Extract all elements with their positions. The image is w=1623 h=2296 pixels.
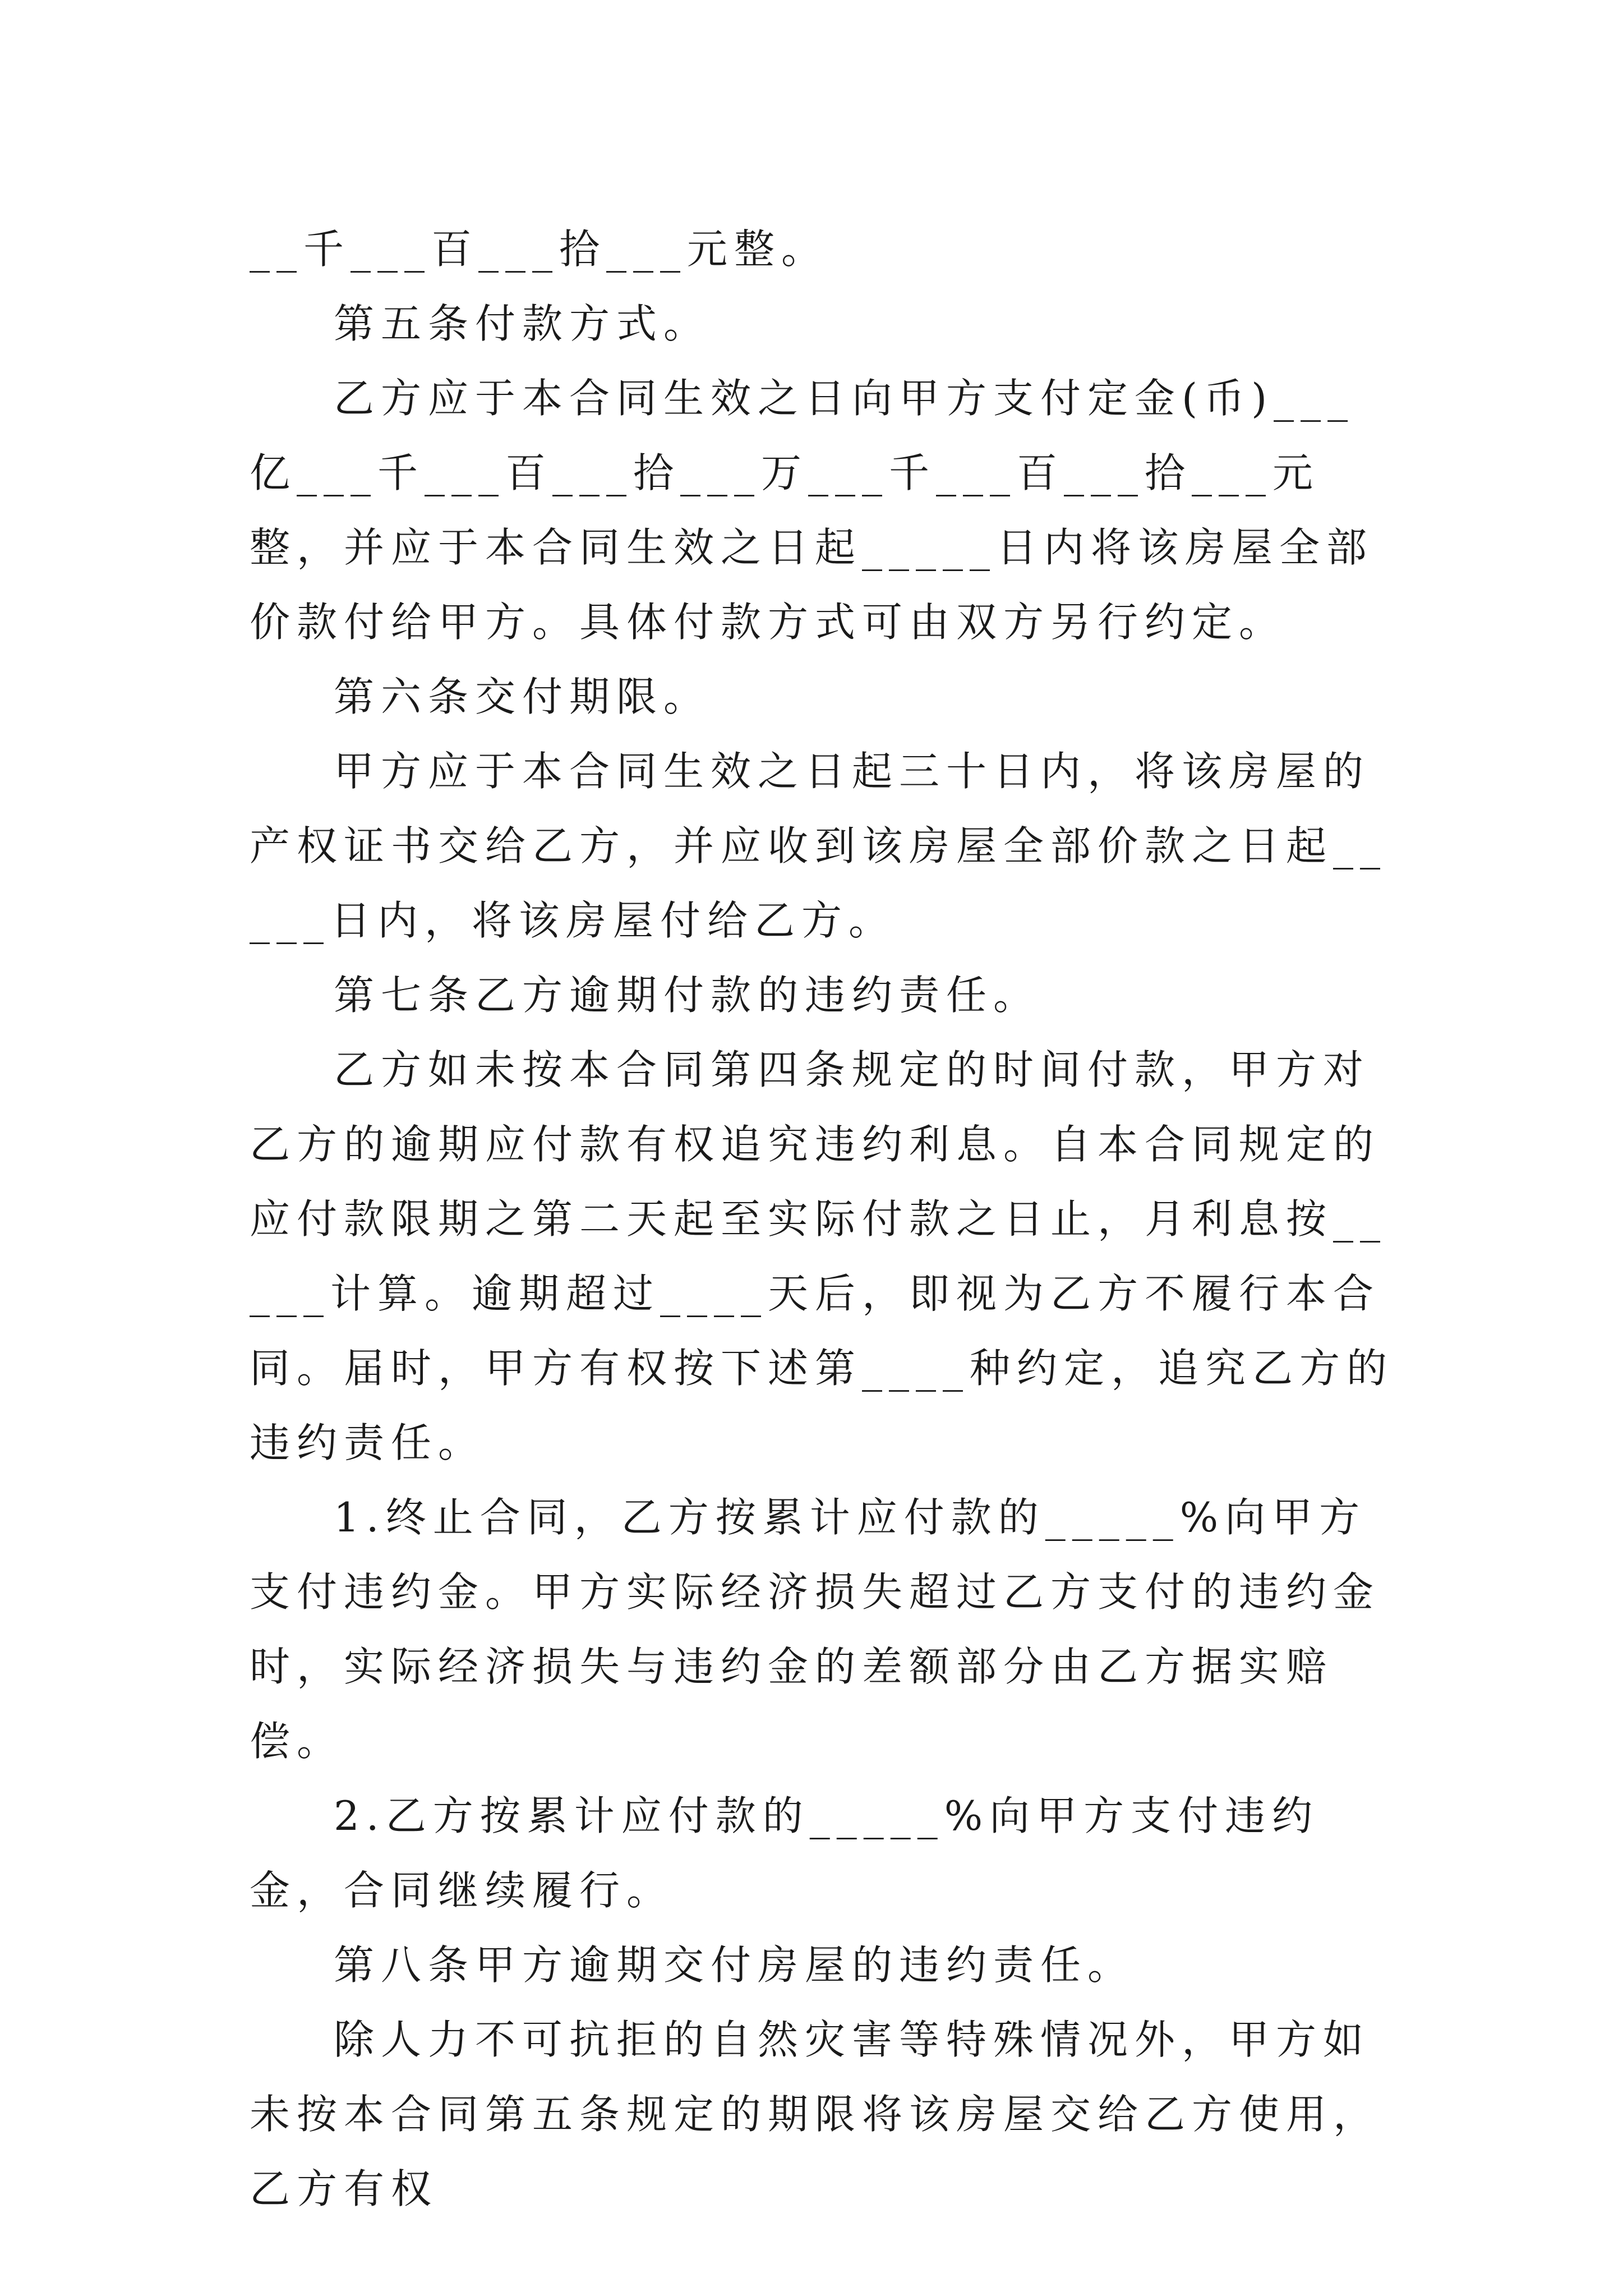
article-8-heading: 第八条甲方逾期交付房屋的违约责任。 (334, 1941, 1135, 1989)
paragraph-amount-continuation: __千___百___拾___元整。 (250, 226, 829, 273)
article-6-body: 甲方应于本合同生效之日起三十日内，将该房屋的产权证书交给乙方，并应收到该房屋全部价款之日起_____日内，将该房屋付给乙方。 (250, 748, 1387, 944)
article-7-option-2: 2.乙方按累计应付款的_____%向甲方支付违约金，合同继续履行。 (250, 1792, 1320, 1914)
article-6-heading: 第六条交付期限。 (334, 673, 711, 720)
document-body (250, 212, 1399, 2226)
article-7-body: 乙方如未按本合同第四条规定的时间付款，甲方对乙方的逾期应付款有权追究违约利息。自本合同规定的应付款限期之第二天起至实际付款之日止，月利息按_____计算。逾期超过____天后，即视为乙方不履行本合同。届时，甲方有权按下述第____种约定，追究乙方的违约责任。 (250, 1046, 1394, 1466)
article-7-heading: 第七条乙方逾期付款的违约责任。 (334, 972, 1041, 1019)
article-7-option-1: 1.终止合同，乙方按累计应付款的_____%向甲方支付违约金。甲方实际经济损失超过乙方支付的违约金时，实际经济损失与违约金的差额部分由乙方据实赔偿。 (250, 1494, 1381, 1765)
article-5-body: 乙方应于本合同生效之日向甲方支付定金(币)___亿___千___百___拾___万___千___百___拾___元整，并应于本合同生效之日起_____日内将该房屋全部价款付给甲方。具体付款方式可由双方另行约定。 (250, 375, 1374, 646)
article-5-heading: 第五条付款方式。 (334, 300, 711, 347)
article-8-body: 除人力不可抗拒的自然灾害等特殊情况外，甲方如未按本合同第五条规定的期限将该房屋交给乙方使用，乙方有权 (250, 2016, 1381, 2212)
